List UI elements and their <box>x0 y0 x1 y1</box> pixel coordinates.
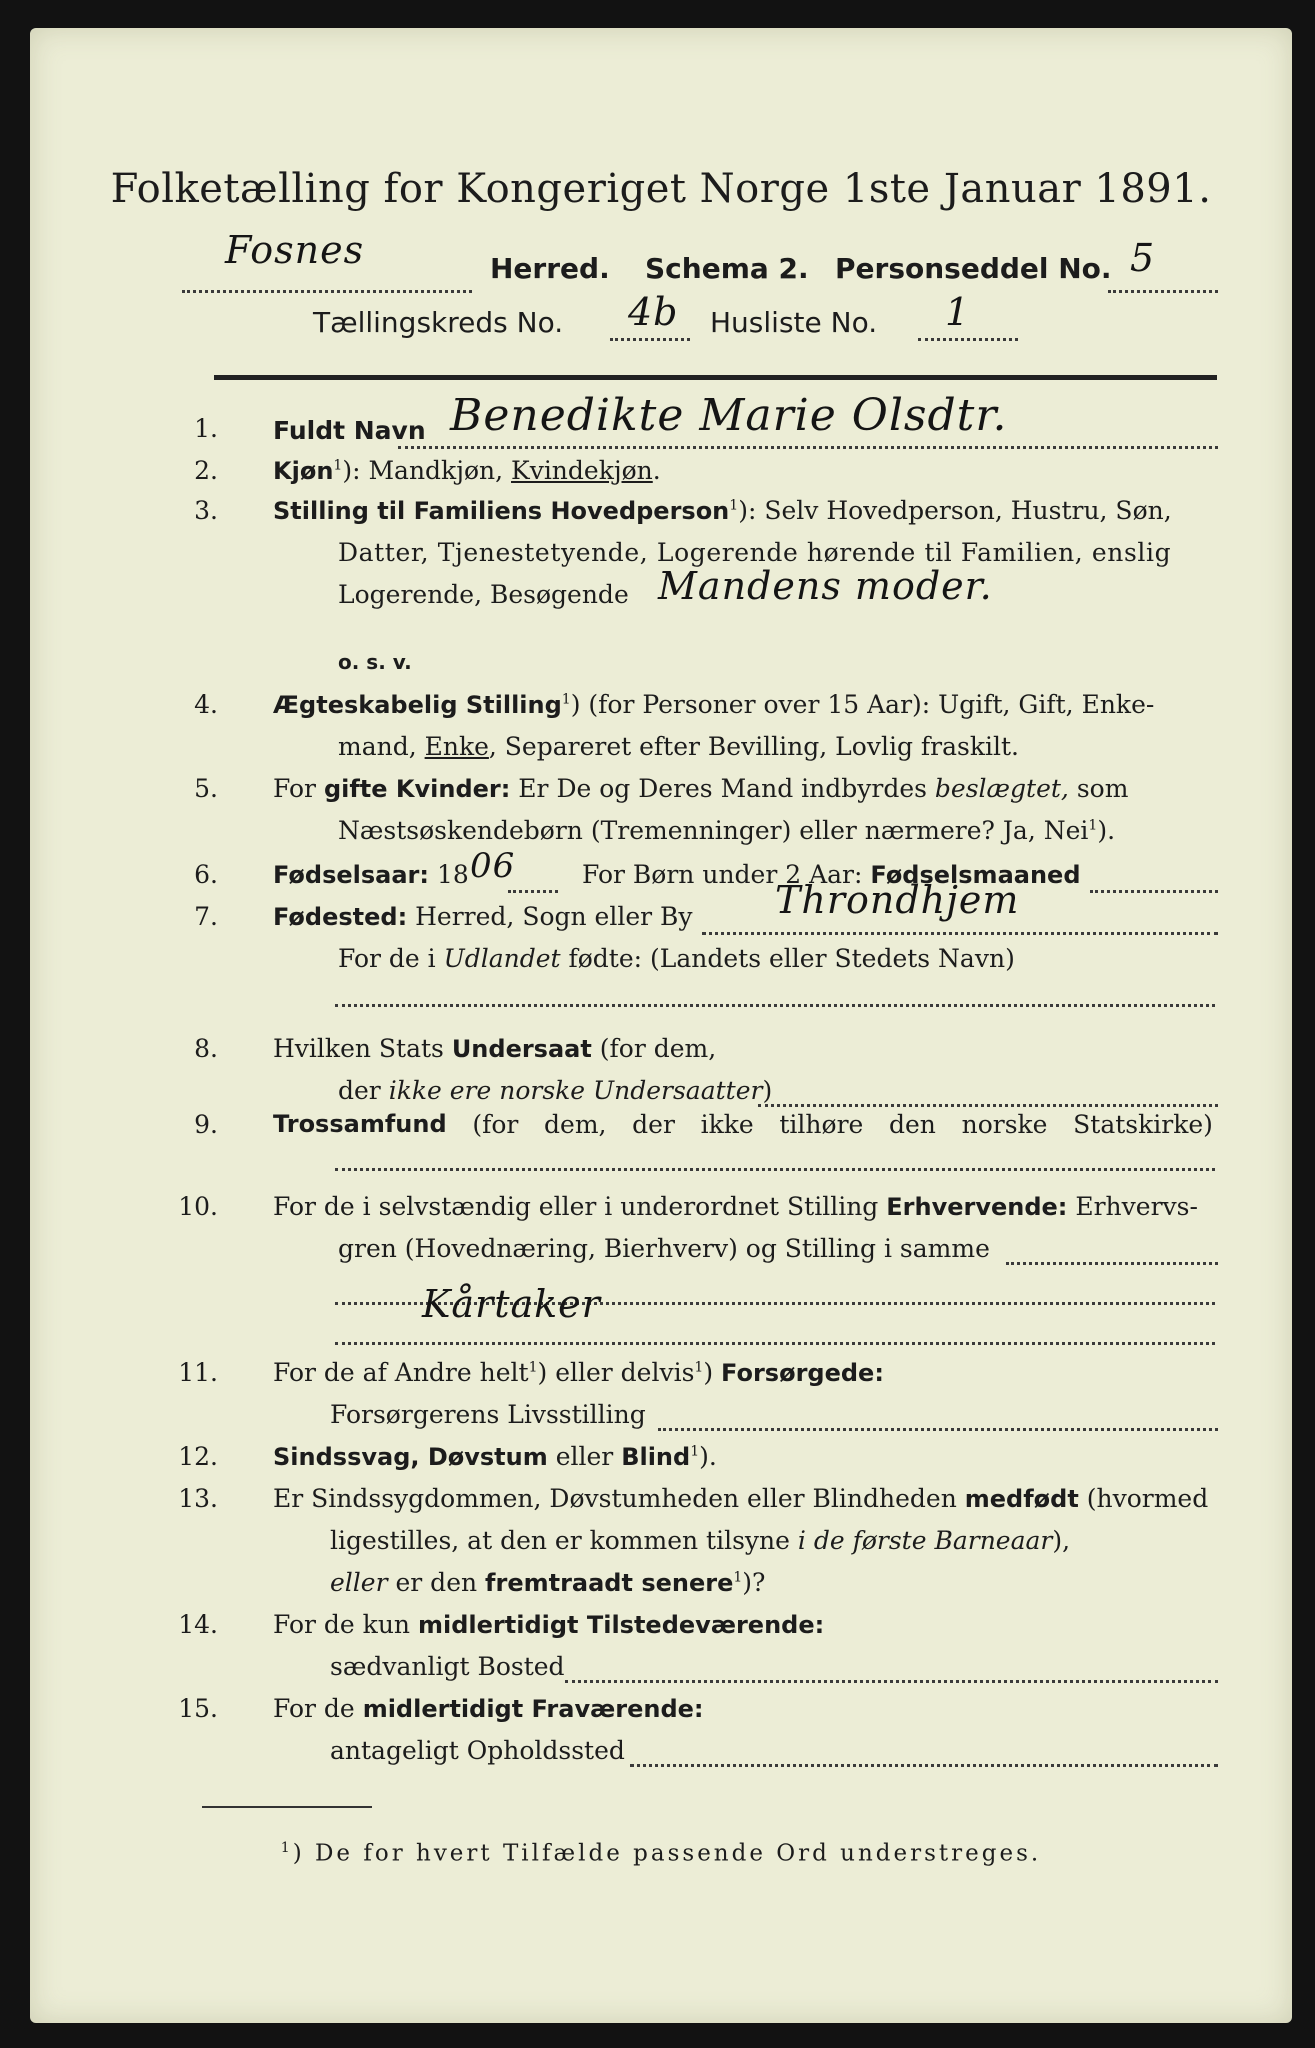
field-6-label: Fødselsaar: <box>273 861 429 889</box>
field-13-number: 13. <box>178 1484 218 1513</box>
full-name-value: Benedikte Marie Olsdtr. <box>450 390 1008 441</box>
field-6-mid: For Børn under 2 Aar: Fødselsmaaned <box>582 860 1081 889</box>
field-2-number: 2. <box>194 456 218 485</box>
field-13-label-2: fremtraadt senere <box>485 1569 734 1597</box>
field-5-label: gifte Kvinder: <box>323 775 511 803</box>
field-11-line-2: Forsørgerens Livsstilling <box>330 1400 646 1429</box>
field-4-line-1: Ægteskabelig Stilling$^1$) (for Personer over 15 Aar): Ugift, Gift, Enke- <box>273 690 1155 719</box>
field-8-label: Undersaat <box>451 1035 592 1063</box>
field-15-line-1: For de midlertidigt Fraværende: <box>273 1694 704 1723</box>
field-10-label: Erhvervende: <box>886 1193 1068 1221</box>
field-7-dotted-line-2 <box>335 1004 1215 1007</box>
field-11-dotted-line <box>658 1428 1218 1431</box>
field-15-label: midlertidigt Fraværende: <box>362 1695 704 1723</box>
family-position-value: Mandens moder. <box>658 564 993 608</box>
field-5-line-1: For gifte Kvinder: Er De og Deres Mand indbyrdes beslægtet, som <box>273 774 1129 803</box>
field-1-number: 1. <box>194 414 218 443</box>
field-9-dotted-line <box>335 1168 1215 1171</box>
personseddel-dotted-line <box>1108 290 1218 293</box>
field-7-line-1: Fødested: Herred, Sogn eller By <box>273 902 693 931</box>
field-4-line-2: mand, Enke, Separeret efter Bevilling, Lovlig fraskilt. <box>338 732 1019 761</box>
field-10-number: 10. <box>178 1192 218 1221</box>
field-14-number: 14. <box>178 1610 218 1639</box>
field-7-label: Fødested: <box>273 903 408 931</box>
personseddel-value: 5 <box>1130 236 1156 280</box>
field-13-line-1: Er Sindssygdommen, Døvstumheden eller Blindheden medfødt (hvormed <box>273 1484 1209 1513</box>
field-12-line: Sindssvag, Døvstum eller Blind$^1$). <box>273 1442 717 1471</box>
field-6-number: 6. <box>194 860 218 889</box>
field-14-label: midlertidigt Tilstedeværende: <box>417 1611 825 1639</box>
field-3-number: 3. <box>194 496 218 525</box>
field-2-label: Kjøn <box>273 457 334 485</box>
schema-label: Schema 2. <box>645 252 809 285</box>
field-12-number: 12. <box>178 1442 218 1471</box>
enke-underlined: Enke <box>424 732 489 761</box>
field-11-label: Forsørgede: <box>721 1359 884 1387</box>
field-7-dotted-line <box>702 932 1218 935</box>
field-13-label: medfødt <box>964 1485 1079 1513</box>
occupation-value: Kårtaker <box>422 1282 601 1326</box>
herred-label: Herred. <box>490 252 610 285</box>
field-6-dotted-line-a <box>508 890 558 893</box>
field-10-dotted-line-a <box>1006 1262 1218 1265</box>
field-14-line-2: sædvanligt Bosted <box>330 1652 565 1681</box>
field-7-line-2: For de i Udlandet fødte: (Landets eller Stedets Navn) <box>338 944 1015 973</box>
field-13-line-3: eller er den fremtraadt senere$^1$)? <box>330 1568 766 1597</box>
field-5-line-2: Næstsøskendebørn (Tremenninger) eller nærmere? Ja, Nei$^1$). <box>338 816 1116 845</box>
field-3-line-3: Logerende, Besøgende <box>338 580 629 609</box>
herred-value: Fosnes <box>225 228 365 272</box>
header-rule <box>214 375 1217 380</box>
field-8-line-1: Hvilken Stats Undersaat (for dem, <box>273 1034 717 1063</box>
birth-year-value: 06 <box>470 846 516 886</box>
field-2-line: Kjøn$^1$): Mandkjøn, Kvindekjøn. <box>273 456 661 485</box>
field-9-number: 9. <box>194 1110 218 1139</box>
field-10-line-2: gren (Hovednæring, Bierhverv) og Stilling i samme <box>338 1234 990 1263</box>
field-1-label: Fuldt Navn <box>273 416 426 445</box>
field-6-dotted-line-b <box>1090 890 1218 893</box>
field-13-line-2: ligestilles, at den er kommen tilsyne i de første Barneaar), <box>330 1526 1071 1555</box>
field-14-dotted-line <box>565 1680 1218 1683</box>
field-9-label: Trossamfund <box>273 1110 447 1138</box>
footnote: $^1$) De for hvert Tilfælde passende Ord understreges. <box>280 1840 1042 1867</box>
field-10-line-1: For de i selvstændig eller i underordnet Stilling Erhvervende: Erhvervs- <box>273 1192 1198 1221</box>
field-3-label: Stilling til Familiens Hovedperson <box>273 497 730 525</box>
form-title: Folketælling for Kongeriget Norge 1ste Januar 1891. <box>110 166 1212 212</box>
field-10-dotted-line-c <box>335 1342 1215 1345</box>
field-11-line-1: For de af Andre helt$^1$) eller delvis$^1$) Forsørgede: <box>273 1358 884 1387</box>
field-9-line: Trossamfund (for dem, der ikke tilhøre den norske Statskirke) <box>273 1110 1213 1139</box>
field-15-dotted-line <box>630 1764 1218 1767</box>
field-1-dotted-line <box>398 446 1218 449</box>
herred-dotted-line <box>182 290 472 293</box>
husliste-label: Husliste No. <box>710 306 878 339</box>
field-3-line-2: Datter, Tjenestetyende, Logerende hørende til Familien, enslig <box>338 538 1172 567</box>
field-8-number: 8. <box>194 1034 218 1063</box>
field-15-number: 15. <box>178 1694 218 1723</box>
birthplace-value: Throndhjem <box>775 878 1020 922</box>
field-8-line-2: der ikke ere norske Undersaatter) <box>338 1076 773 1105</box>
field-4-number: 4. <box>194 690 218 719</box>
census-form-sheet <box>30 28 1292 2023</box>
footnote-rule <box>202 1806 372 1808</box>
kreds-label: Tællingskreds No. <box>313 306 564 339</box>
personseddel-label: Personseddel No. <box>835 252 1112 285</box>
kvindekjon-underlined: Kvindekjøn <box>511 456 653 485</box>
field-3-line-4: o. s. v. <box>338 650 412 674</box>
field-11-number: 11. <box>178 1358 218 1387</box>
field-7-number: 7. <box>194 902 218 931</box>
field-3-line-1: Stilling til Familiens Hovedperson$^1$): Selv Hovedperson, Hustru, Søn, <box>273 496 1172 525</box>
husliste-value: 1 <box>945 290 971 334</box>
field-6-label-2: Fødselsmaaned <box>870 861 1081 889</box>
field-12-label-a: Sindssvag, Døvstum <box>273 1443 548 1471</box>
field-14-line-1: For de kun midlertidigt Tilstedeværende: <box>273 1610 825 1639</box>
field-15-line-2: antageligt Opholdssted <box>330 1736 625 1765</box>
kreds-value: 4b <box>628 290 679 334</box>
husliste-dotted-line <box>918 338 1018 341</box>
field-12-label-b: Blind <box>621 1443 691 1471</box>
field-8-dotted-line <box>758 1104 1218 1107</box>
field-4-label: Ægteskabelig Stilling <box>273 691 562 719</box>
field-6-line: Fødselsaar: 18 <box>273 860 469 889</box>
kreds-dotted-line <box>610 338 690 341</box>
field-5-number: 5. <box>194 774 218 803</box>
